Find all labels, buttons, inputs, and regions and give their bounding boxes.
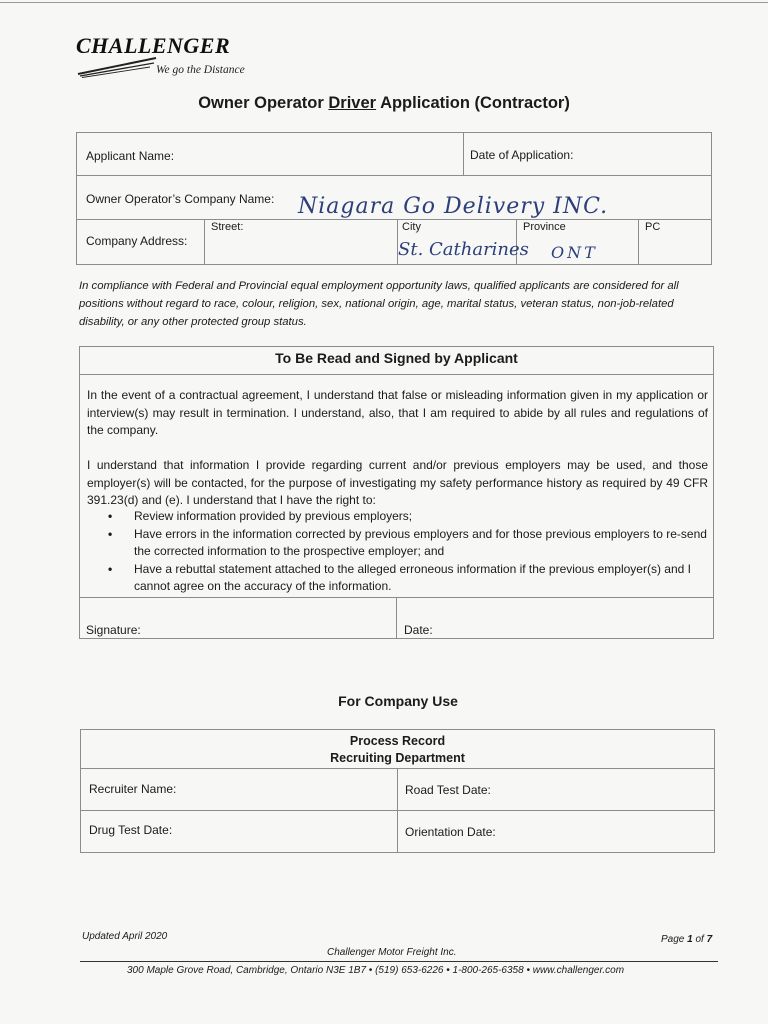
page-of: of (692, 934, 707, 945)
logo-tagline: We go the Distance (156, 64, 245, 76)
box-divider (79, 374, 714, 375)
province-label: Province (523, 221, 566, 233)
compliance-statement: In compliance with Federal and Provincial equal employment opportunity laws, qualified applicants are considered for all positions without regard to race, colour, religion, sex, national origin, age, marital status, veteran status, non-job-related disability, or any other protected group status. (79, 280, 679, 328)
footer-rule (80, 961, 718, 962)
challenger-logo: CHALLENGER (76, 33, 231, 58)
company-use-title: For Company Use (338, 693, 458, 709)
street-label: Street: (211, 221, 244, 233)
title-text-start: Owner Operator (198, 94, 329, 112)
updated-date: Updated April 2020 (82, 931, 168, 942)
recruiter-name-label: Recruiter Name: (89, 782, 177, 796)
table-divider (76, 219, 712, 220)
page-number (661, 934, 712, 945)
page-total: 7 (706, 934, 713, 945)
recruiting-department-heading: Recruiting Department (330, 751, 465, 765)
page-current: 1 (687, 934, 693, 945)
agreement-paragraph-2: I understand that information I provide regarding current and/or previous employers may be used, and those employer(s) will be contacted, for the purpose of investigating my safety performance history as required by 49 CFR 391.23(d) and (e). I understand that I have the right to: (87, 458, 708, 507)
list-item: • Review information provided by previous employers; (108, 508, 708, 526)
box-divider (396, 597, 397, 639)
pc-label: PC (645, 221, 661, 233)
company-name-footer: Challenger Motor Freight Inc. (327, 947, 457, 958)
company-name-label: Owner Operator’s Company Name: (86, 192, 275, 206)
table-divider (204, 219, 205, 265)
province-value[interactable]: ONT (551, 243, 598, 262)
signature-label: Signature: (86, 623, 141, 637)
top-edge-line (0, 2, 768, 3)
page-title (0, 94, 768, 113)
title-text-end: Application (Contractor) (376, 94, 570, 112)
title-text-underlined: Driver (328, 94, 377, 112)
city-value[interactable]: St. Catharines (398, 239, 529, 260)
table-divider (397, 768, 398, 853)
rights-list (108, 508, 708, 596)
logo-swoosh-icon (76, 56, 158, 78)
table-divider (76, 175, 712, 176)
table-divider (463, 132, 464, 175)
applicant-name-label: Applicant Name: (86, 149, 175, 163)
company-name-value[interactable]: Niagara Go Delivery INC. (298, 194, 609, 219)
company-address-footer: 300 Maple Grove Road, Cambridge, Ontario N3E 1B7 • (519) 653-6226 • 1-800-265-6358 • www.challenger.com (127, 965, 625, 976)
page-prefix: Page (661, 934, 688, 945)
sign-date-label: Date: (404, 623, 433, 637)
list-item: • Have a rebuttal statement attached to the alleged erroneous information if the previous employer(s) and I cannot agree on the accuracy of the information. (108, 561, 708, 596)
table-divider (638, 219, 639, 265)
orientation-date-label: Orientation Date: (405, 825, 496, 839)
process-record-heading: Process Record (349, 734, 446, 748)
road-test-date-label: Road Test Date: (405, 783, 491, 797)
company-address-label: Company Address: (86, 234, 188, 248)
read-and-sign-title: To Be Read and Signed by Applicant (275, 350, 518, 366)
drug-test-date-label: Drug Test Date: (89, 823, 173, 837)
agreement-paragraph-1: In the event of a contractual agreement, I understand that false or misleading information given in my application or interview(s) may result in termination. I understand, also, that I am required to abide by all rules and regulations of the company. (87, 388, 708, 437)
list-item: • Have errors in the information corrected by previous employers and for those previous employers to re-send the corrected information to the prospective employer; and (108, 526, 708, 561)
city-label: City (402, 221, 421, 233)
date-of-application-label: Date of Application: (470, 148, 574, 162)
